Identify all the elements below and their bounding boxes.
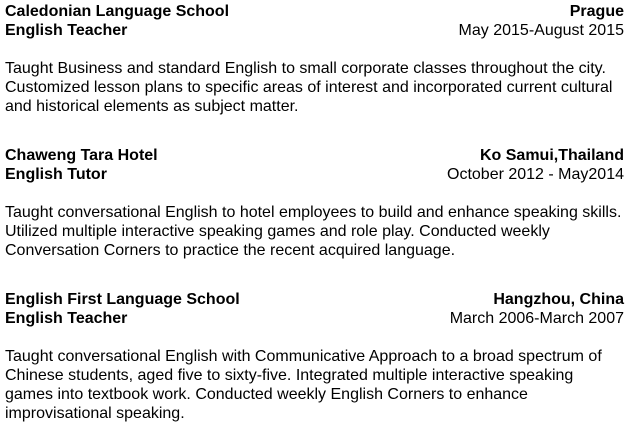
job-dates: March 2006-March 2007	[449, 310, 624, 327]
job-header-row	[5, 146, 624, 165]
job-location: Ko Samui,Thailand	[479, 147, 624, 164]
job-entry-chaweng	[5, 146, 624, 260]
job-title: English Teacher	[5, 310, 128, 327]
job-entry-english-first	[5, 290, 624, 423]
employer-name: Chaweng Tara Hotel	[5, 147, 158, 164]
job-description: Taught Business and standard English to small corporate classes throughout the city. Customized lesson plans to specific areas of interest and incorporated current cultural and historical elements as subject matter.	[5, 60, 613, 115]
employer-name: English First Language School	[5, 291, 240, 308]
job-location: Hangzhou, China	[493, 291, 624, 308]
job-header-row	[5, 2, 624, 21]
job-subheader-row	[5, 309, 624, 328]
job-dates: October 2012 - May2014	[447, 166, 624, 183]
job-header-row	[5, 290, 624, 309]
employer-name: Caledonian Language School	[5, 3, 230, 20]
job-title: English Tutor	[5, 166, 107, 183]
job-entry-caledonian	[5, 2, 624, 116]
job-dates: May 2015-August 2015	[458, 22, 624, 39]
job-location: Prague	[569, 3, 624, 20]
job-description: Taught conversational English to hotel employees to build and enhance speaking skills. Utilized multiple interactive speaking games and role play. Conducted weekly Conversation Corners to practice the recent acquired language.	[5, 204, 622, 259]
job-subheader-row	[5, 165, 624, 184]
job-title: English Teacher	[5, 22, 128, 39]
job-description: Taught conversational English with Communicative Approach to a broad spectrum of Chinese students, aged five to sixty-five. Integrated multiple interactive speaking games into textbook work. Conducted weekly English Corners to enhance improvisational speaking.	[5, 348, 602, 422]
job-subheader-row	[5, 21, 624, 40]
